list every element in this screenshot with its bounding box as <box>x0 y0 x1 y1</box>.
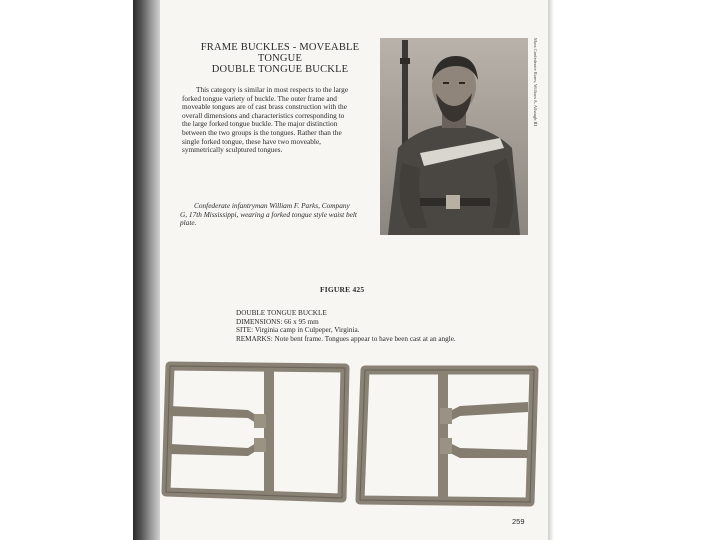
portrait-illustration <box>380 38 528 235</box>
heading-line-1: FRAME BUCKLES - MOVEABLE TONGUE <box>200 42 360 64</box>
buckle-images <box>160 358 552 508</box>
buckle-right-image <box>360 370 534 502</box>
figure-dimensions: DIMENSIONS: 66 x 95 mm <box>236 317 319 326</box>
intro-paragraph: This category is similar in most respects to the large forked tongue variety of buckle. The outer frame and moveable tongues are of cast brass construction with the overall dimensions and characteristics corresponding to the large forked tongue buckle. The major distinction between the two groups is the tongues. Rather than the single forked tongue, these have two moveable, symmetrically sculptured tongues. <box>182 85 349 155</box>
figure-remarks: REMARKS: Note bent frame. Tongues appear to have been cast at an angle. <box>236 334 456 343</box>
soldier-portrait-photo <box>380 38 528 235</box>
section-heading <box>182 42 378 75</box>
figure-description <box>236 309 456 343</box>
buckle-photographs <box>160 358 552 508</box>
figure-site: SITE: Virginia camp in Culpeper, Virginia. <box>236 326 360 335</box>
book-binding-shadow <box>133 0 161 540</box>
figure-label: FIGURE 425 <box>320 285 365 294</box>
page-number: 259 <box>512 517 525 526</box>
buckle-left-image <box>166 366 345 498</box>
heading-line-2: DOUBLE TONGUE BUCKLE <box>211 64 349 75</box>
figure-title: DOUBLE TONGUE BUCKLE <box>236 309 327 317</box>
photo-credit: Mass Confederate Rares, William A. Albaugh III <box>533 38 538 126</box>
photo-caption: Confederate infantryman William F. Parks, Company G, 17th Mississippi, wearing a forked tongue style waist belt plate. <box>180 201 357 228</box>
